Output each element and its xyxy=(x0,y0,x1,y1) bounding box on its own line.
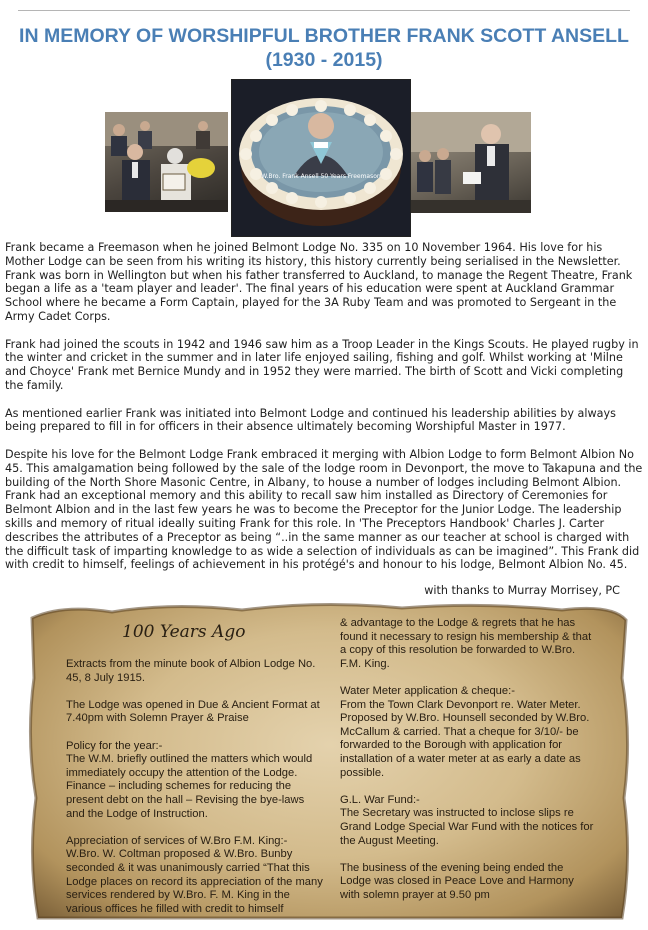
history-left-column xyxy=(66,658,324,930)
history-right-column xyxy=(340,617,596,916)
history-paragraph: The business of the evening being ended the Lodge was closed in Peace Love and Harmony with solemn prayer at 9.50 pm xyxy=(340,861,574,901)
article-body xyxy=(5,241,643,586)
history-paragraph: Policy for the year:- The W.M. briefly outlined the matters which would immediately occupy the attention of the Lodge. Finance – including schemes for reducing the present debt on the hall – Revising the bye-laws and the Lodge of Instruction. xyxy=(66,739,313,820)
history-paragraph: & advantage to the Lodge & regrets that he has found it necessary to resign his membership & that a copy of this resolution be forwarded to W.Bro. F.M. King. xyxy=(340,617,592,670)
page-title: IN MEMORY OF WORSHIPFUL BROTHER FRANK SCOTT ANSELL (1930 - 2015) xyxy=(19,25,629,71)
history-paragraph: G.L. War Fund:- The Secretary was instructed to inclose slips re Grand Lodge Special War Fund with the notices for the August Meeting. xyxy=(340,793,594,847)
history-paragraph: Extracts from the minute book of Albion Lodge No. 45, 8 July 1915. xyxy=(66,658,316,684)
cake-text: W.Bro. Frank Ansell 50 Years Freemason xyxy=(261,173,381,180)
top-divider xyxy=(18,10,630,11)
article-paragraph: As mentioned earlier Frank was initiated into Belmont Lodge and continued his leadership abilities by always being prepared to fill in for officers in their absence ultimately becoming Worshipful Master in 1977. xyxy=(5,406,616,434)
cake-illustration xyxy=(232,80,410,236)
article-paragraph: Frank became a Freemason when he joined Belmont Lodge No. 335 on 10 November 1964. His love for his Mother Lodge can be seen from his writing its history, this history currently being serialised in the Newsletter. Frank was born in Wellington but when his father transferred to Auckland, to manage the Regent Theatre, Frank began a life as a 'team player and leader'. The final years of his education were spent at Auckland Grammar School where he became a Form Captain, played for the 3A Ruby Team and was promoted to Sergeant in the Army Cadet Corps. xyxy=(5,241,633,323)
history-paragraph: The Lodge was opened in Due & Ancient Format at 7.40pm with Solemn Prayer & Praise xyxy=(66,698,320,725)
article-paragraph: Despite his love for the Belmont Lodge Frank embraced it merging with Albion Lodge to form Belmont Albion No 45. This amalgamation being followed by the sale of the lodge room in Devonport, the move to Takapuna and the building of the North Shore Masonic Centre, in Albany, to house a number of lodges including Belmont Albion. Frank had an exceptional memory and this ability to recall saw him installed as Directory of Ceremonies for Belmont Albion and in the last few years he was to become the Preceptor for the Junior Lodge. The leadership skills and memory of ritual ideally suiting Frank for this role. In 'The Preceptors Handbook' Charles J. Carter describes the attributes of a Preceptor as being “..in the same manner as our teacher at school is charged with the difficult task of imparting knowledge to as wide a selection of individuals as can be imagined”. This Frank did with credit to himself, feelings of achievement in his protégé's and honour to his lodge, Belmont Albion No. 45. xyxy=(5,447,643,572)
photo-presentation xyxy=(105,112,228,212)
photo-speech xyxy=(411,112,531,213)
article-credit: with thanks to Murray Morrisey, PC xyxy=(424,584,620,597)
photo-presentation-illustration xyxy=(105,112,228,212)
photo-anniversary-cake xyxy=(231,79,411,237)
history-paragraph: Water Meter application & cheque:- From the Town Clark Devonport re. Water Meter. Proposed by W.Bro. Hounsell seconded by W.Bro. McCallum & carried. That a cheque for 3/10/- be forwarded to the Borough with application for installation of a water meter at as early a date as possible. xyxy=(340,684,590,779)
article-paragraph: Frank had joined the scouts in 1942 and 1946 saw him as a Troop Leader in the Kings Scouts. He played rugby in the winter and cricket in the summer and in later life enjoyed sailing, fishing and golf. Whilst working at 'Milne and Choyce' Frank met Bernice Mundy and in 1952 they were married. The birth of Scott and Vicki completing the family. xyxy=(5,337,639,392)
photo-speech-illustration xyxy=(411,112,531,213)
history-paragraph: Appreciation of services of W.Bro F.M. King:- W.Bro. W. Coltman proposed & W.Bro. Bunby seconded & it was unanimously carried “That this Lodge places on record its appreciation of the many services rendered by W.Bro. F. M. King in the various offices he filled with credit to himself xyxy=(66,834,323,915)
history-heading: 100 Years Ago xyxy=(122,622,246,642)
